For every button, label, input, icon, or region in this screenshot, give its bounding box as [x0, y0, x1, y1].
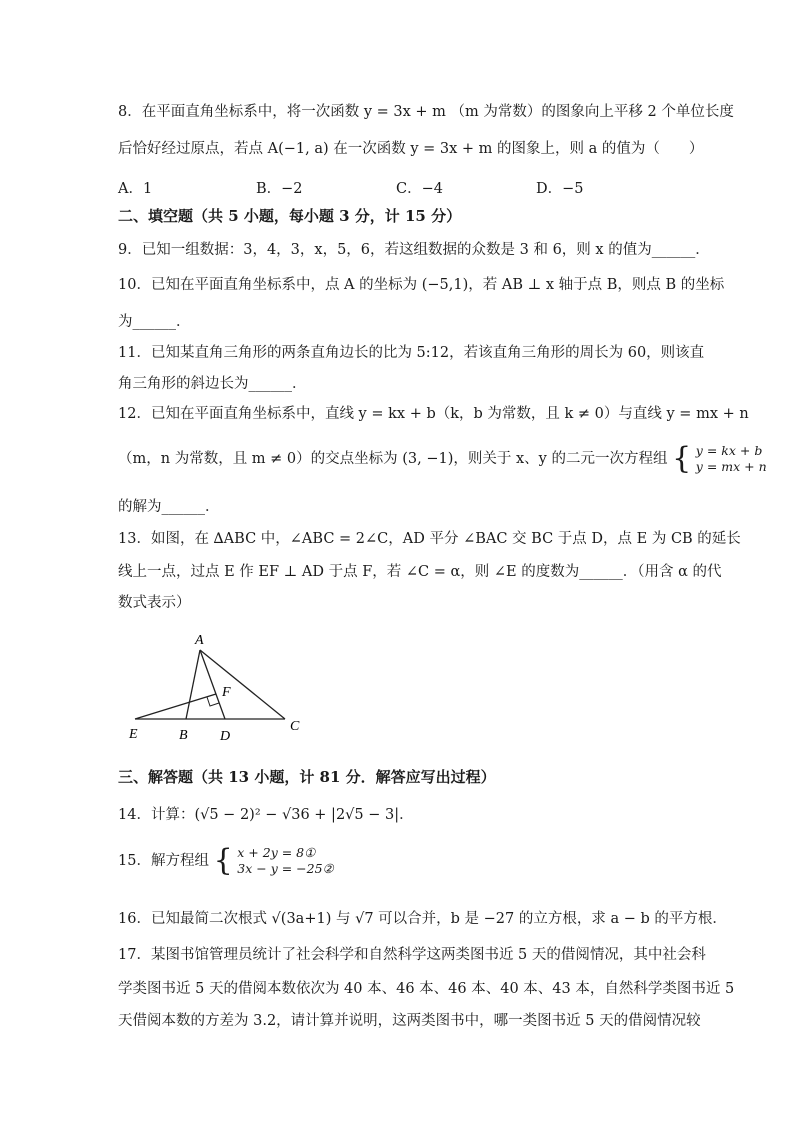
q11-line1: 11．已知某直角三角形的两条直角边长的比为 5:12，若该直角三角形的周长为 60，则该直 [118, 345, 705, 361]
q12-system [696, 443, 767, 475]
q12-brace: { [672, 441, 692, 476]
q15-eq1: x + 2y = 8① [237, 845, 316, 860]
section-2-heading: 二、填空题（共 5 小题，每小题 3 分，计 15 分） [118, 207, 462, 225]
question-9: 9．已知一组数据：3，4，3，x，5，6，若这组数据的众数是 3 和 6，则 x 的值为______． [118, 242, 710, 258]
segment-ab [186, 650, 200, 719]
q10-line1: 10．已知在平面直角坐标系中，点 A 的坐标为 (−5,1)，若 AB ⊥ x 轴于点 B，则点 B 的坐标 [118, 277, 725, 293]
q13-line3: 数式表示） [118, 595, 191, 611]
triangle-figure [125, 630, 315, 745]
label-d: D [220, 729, 231, 744]
q8-option-b: B．−2 [256, 181, 303, 197]
q10-line2: 为______． [118, 314, 191, 330]
q12-line2 [118, 443, 767, 475]
q11-line2: 角三角形的斜边长为______． [118, 376, 307, 392]
q12-line3: 的解为______． [118, 499, 220, 515]
q8-line1: 8．在平面直角坐标系中，将一次函数 y = 3x + m （m 为常数）的图象向上平移 2 个单位长度 [118, 104, 734, 120]
q17-line3: 天借阅本数的方差为 3.2，请计算并说明，这两类图书中，哪一类图书近 5 天的借阅情况较 [118, 1013, 701, 1029]
segment-ef [135, 694, 216, 719]
label-c: C [290, 719, 300, 734]
label-b: B [179, 728, 188, 743]
q15-system [237, 845, 334, 877]
question-16: 16．已知最简二次根式 √(3a+1) 与 √7 可以合并，b 是 −27 的立方根，求 a − b 的平方根． [118, 911, 727, 927]
label-e: E [129, 727, 138, 742]
q12-eq2: y = mx + n [695, 459, 767, 474]
q13-line1: 13．如图，在 ∆ABC 中，∠ABC = 2∠C，AD 平分 ∠BAC 交 BC 于点 D，点 E 为 CB 的延长 [118, 531, 741, 547]
q8-option-c: C．−4 [396, 181, 443, 197]
q15-eq2: 3x − y = −25② [237, 861, 334, 876]
label-a: A [195, 633, 204, 648]
section-3-heading: 三、解答题（共 13 小题，计 81 分．解答应写出过程） [118, 768, 496, 786]
q12-eq1: y = kx + b [695, 443, 763, 458]
q12-line1: 12．已知在平面直角坐标系中，直线 y = kx + b（k，b 为常数，且 k ≠ 0）与直线 y = mx + n [118, 406, 749, 422]
q13-line2: 线上一点，过点 E 作 EF ⊥ AD 于点 F，若 ∠C = α，则 ∠E 的度数为______．（用含 α 的代 [118, 564, 722, 580]
q8-line2: 后恰好经过原点，若点 A(−1, a) 在一次函数 y = 3x + m 的图象上，则 a 的值为（ ） [118, 141, 704, 157]
q17-line2: 学类图书近 5 天的借阅本数依次为 40 本、46 本、46 本、40 本、43 本，自然科学类图书近 5 [118, 981, 735, 997]
q15-label: 15．解方程组 [118, 853, 209, 869]
q12-line2-text: （m，n 为常数，且 m ≠ 0）的交点坐标为 (3, −1)，则关于 x、y 的二元一次方程组 [118, 451, 668, 467]
q8-option-a: A．1 [118, 181, 153, 197]
question-15 [118, 845, 334, 877]
q17-line1: 17．某图书馆管理员统计了社会科学和自然科学这两类图书近 5 天的借阅情况，其中社会科 [118, 947, 706, 963]
label-f: F [222, 685, 231, 700]
q15-brace: { [213, 843, 233, 878]
q8-option-d: D．−5 [536, 181, 584, 197]
question-14: 14．计算：(√5 − 2)² − √36 + |2√5 − 3|． [118, 807, 414, 823]
